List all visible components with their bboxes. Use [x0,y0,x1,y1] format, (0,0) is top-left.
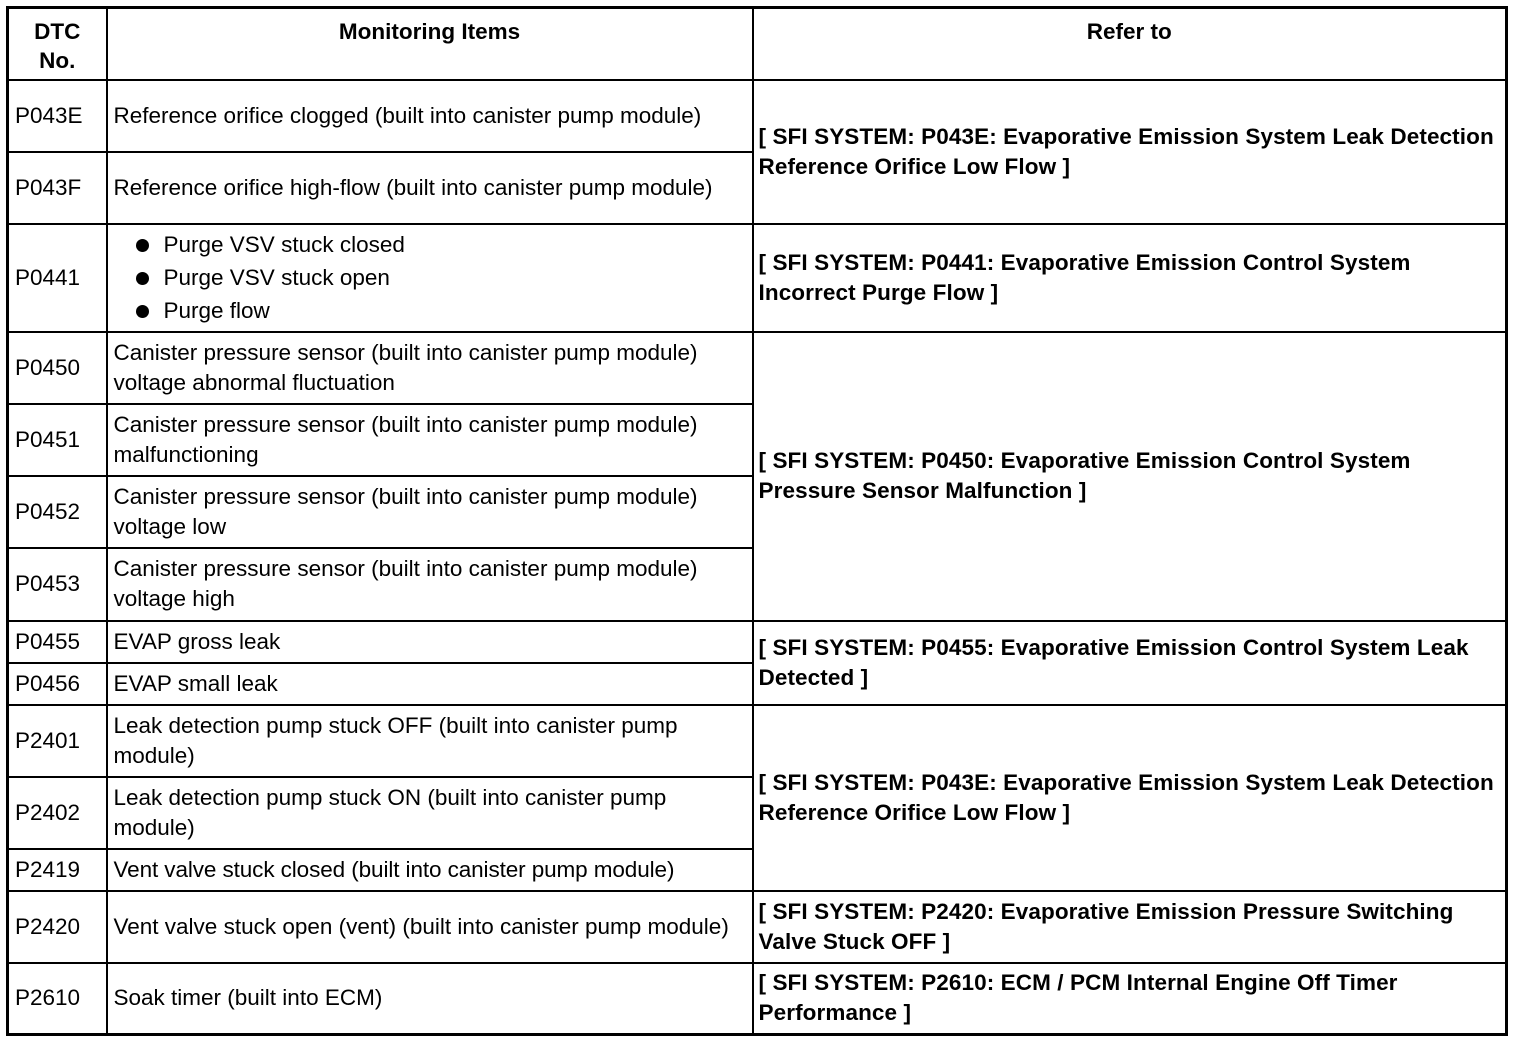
dtc-code: P2420 [8,891,107,963]
monitoring-item: Leak detection pump stuck ON (built into canister pump module) [107,777,753,849]
dtc-code: P043E [8,80,107,152]
dtc-code: P2610 [8,963,107,1035]
monitoring-item: Canister pressure sensor (built into canister pump module) voltage high [107,548,753,621]
monitoring-item: Vent valve stuck open (vent) (built into canister pump module) [107,891,753,963]
dtc-table [6,6,1508,1036]
table-row [8,963,1507,1035]
dtc-code: P0455 [8,621,107,663]
refer-to-link[interactable]: [ SFI SYSTEM: P043E: Evaporative Emission System Leak Detection Reference Orifice Low Flow ] [753,80,1507,224]
refer-to-link[interactable]: [ SFI SYSTEM: P043E: Evaporative Emission System Leak Detection Reference Orifice Low Flow ] [753,705,1507,891]
table-row [8,224,1507,332]
list-item: Purge VSV stuck closed [114,228,746,261]
monitoring-item: Canister pressure sensor (built into canister pump module) voltage abnormal fluctuation [107,332,753,404]
bullet-list [114,228,746,327]
table-row [8,705,1507,777]
dtc-code: P0456 [8,663,107,705]
monitoring-item: EVAP small leak [107,663,753,705]
monitoring-item: Vent valve stuck closed (built into canister pump module) [107,849,753,891]
dtc-code: P043F [8,152,107,224]
refer-to-link[interactable]: [ SFI SYSTEM: P2610: ECM / PCM Internal Engine Off Timer Performance ] [753,963,1507,1035]
dtc-code: P0450 [8,332,107,404]
header-refer-to: Refer to [753,8,1507,80]
dtc-code: P0452 [8,476,107,548]
dtc-code: P2402 [8,777,107,849]
list-item: Purge VSV stuck open [114,261,746,294]
monitoring-item-list [107,224,753,332]
monitoring-item: Canister pressure sensor (built into canister pump module) malfunctioning [107,404,753,476]
header-row [8,8,1507,80]
refer-to-link[interactable]: [ SFI SYSTEM: P0441: Evaporative Emission Control System Incorrect Purge Flow ] [753,224,1507,332]
monitoring-item: Leak detection pump stuck OFF (built into canister pump module) [107,705,753,777]
header-dtc-no: DTC No. [8,8,107,80]
monitoring-item: Soak timer (built into ECM) [107,963,753,1035]
dtc-code: P0451 [8,404,107,476]
table-row [8,891,1507,963]
monitoring-item: Reference orifice high-flow (built into canister pump module) [107,152,753,224]
table-row [8,80,1507,152]
table-row [8,621,1507,663]
list-item: Purge flow [114,294,746,327]
refer-to-link[interactable]: [ SFI SYSTEM: P0455: Evaporative Emission Control System Leak Detected ] [753,621,1507,705]
dtc-code: P2401 [8,705,107,777]
dtc-code: P0453 [8,548,107,621]
dtc-code: P0441 [8,224,107,332]
monitoring-item: Canister pressure sensor (built into canister pump module) voltage low [107,476,753,548]
monitoring-item: Reference orifice clogged (built into canister pump module) [107,80,753,152]
dtc-code: P2419 [8,849,107,891]
monitoring-item: EVAP gross leak [107,621,753,663]
refer-to-link[interactable]: [ SFI SYSTEM: P2420: Evaporative Emission Pressure Switching Valve Stuck OFF ] [753,891,1507,963]
refer-to-link[interactable]: [ SFI SYSTEM: P0450: Evaporative Emission Control System Pressure Sensor Malfunction ] [753,332,1507,621]
table-row [8,332,1507,404]
header-monitoring-items: Monitoring Items [107,8,753,80]
